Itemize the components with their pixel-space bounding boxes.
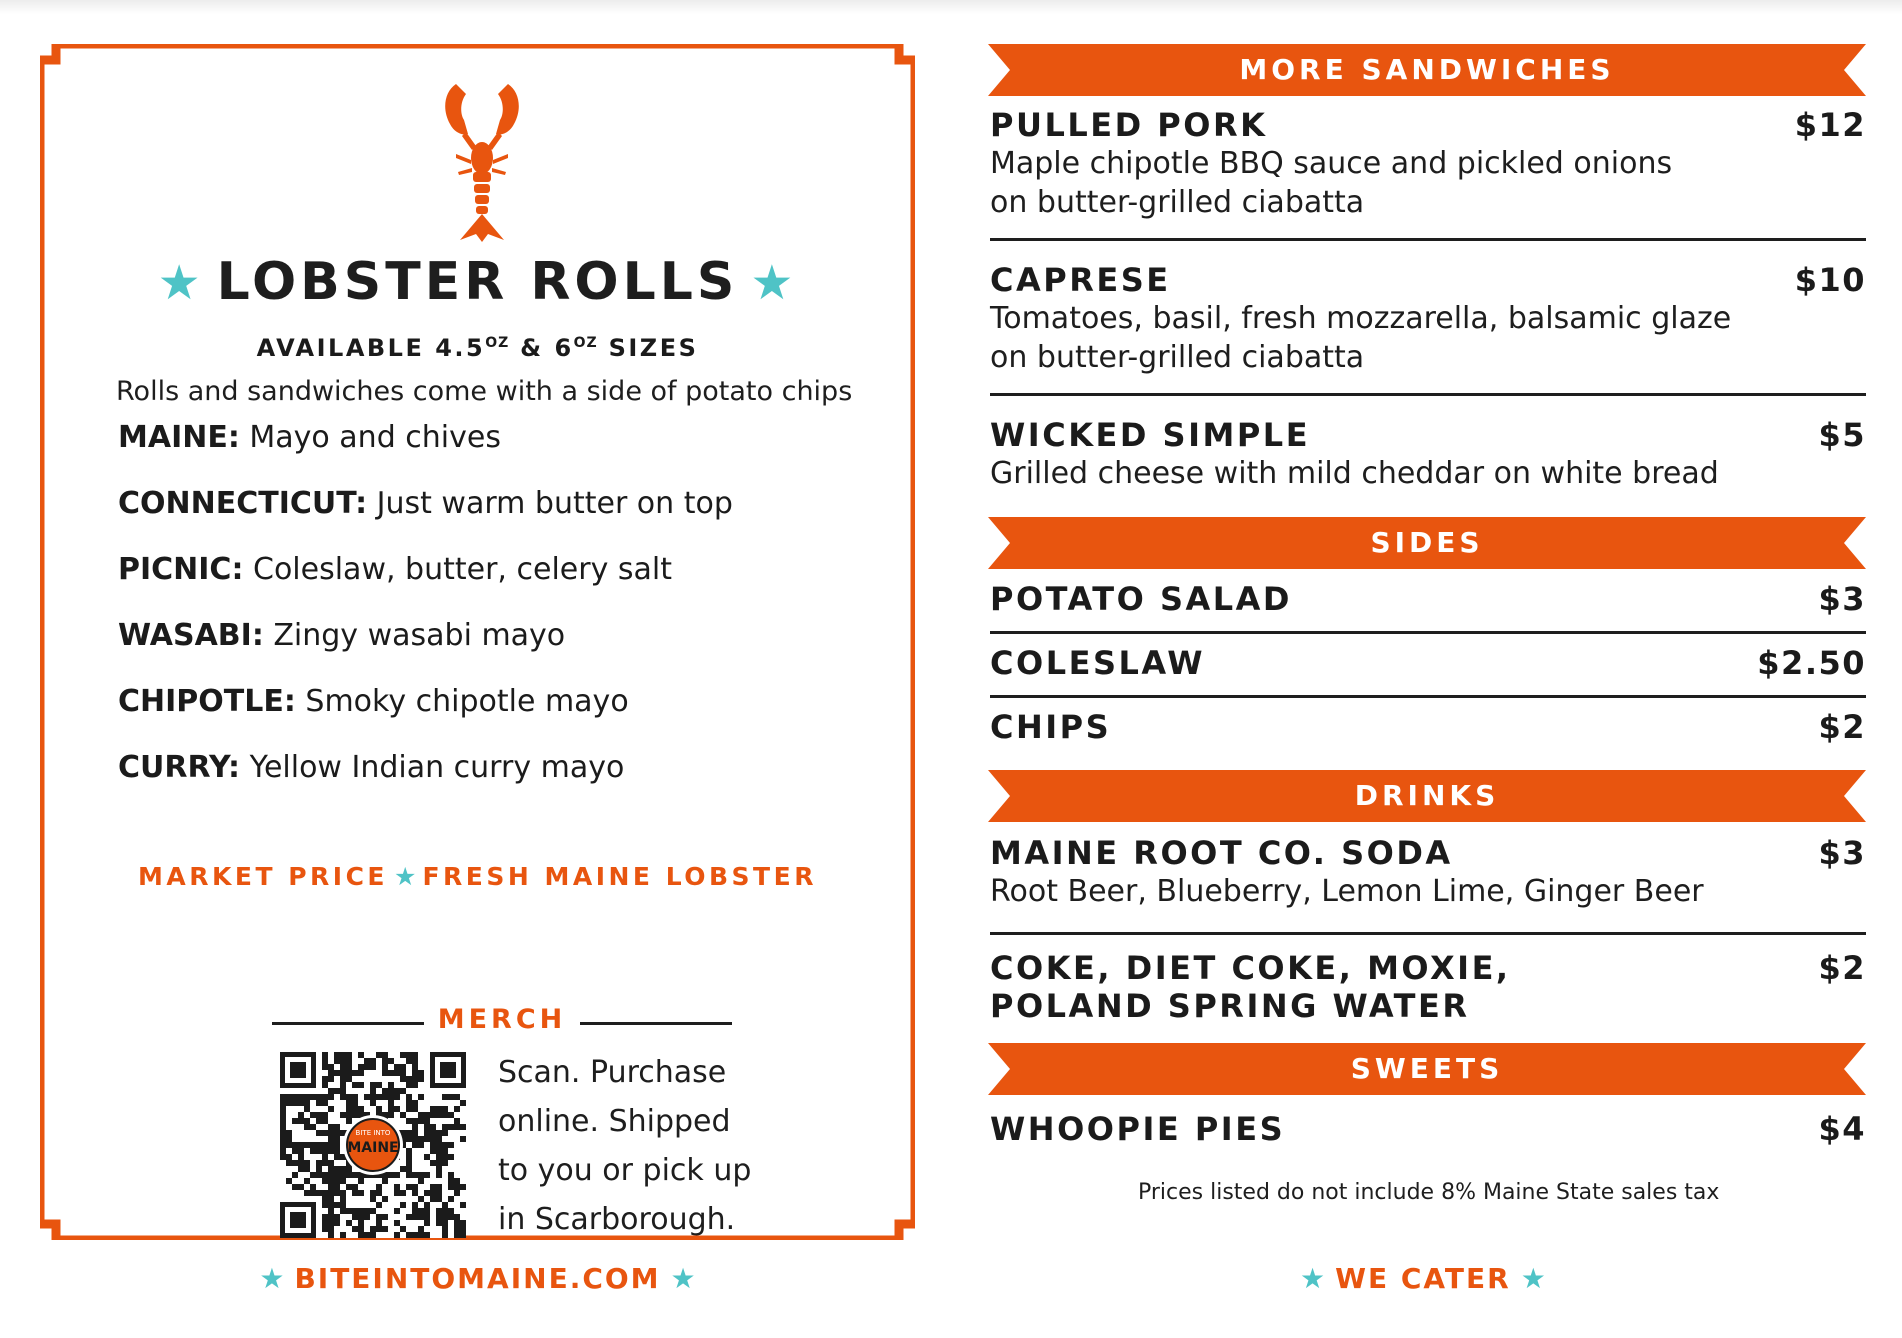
merch-qr-code[interactable]	[280, 1052, 466, 1238]
item-description: Root Beer, Blueberry, Lemon Lime, Ginger Beer	[990, 874, 1704, 909]
sizes-subtitle	[40, 334, 915, 362]
item-name: PULLED PORK	[990, 106, 1268, 144]
merch-line: to you or pick up	[498, 1153, 752, 1188]
item-name: POLAND SPRING WATER	[990, 987, 1470, 1025]
menu-item-maine-root-soda	[990, 834, 1866, 911]
item-name: CHIPS	[990, 708, 1112, 746]
market-price-line	[40, 862, 915, 891]
menu-item-chips	[990, 708, 1866, 746]
item-divider	[990, 932, 1866, 935]
item-name: COLESLAW	[990, 644, 1205, 682]
merch-line: online. Shipped	[498, 1104, 731, 1139]
fresh-lobster-text: FRESH MAINE LOBSTER	[422, 862, 817, 891]
lobster-rolls-title	[40, 252, 915, 312]
menu-item-coleslaw	[990, 644, 1866, 682]
menu-item-potato-salad	[990, 580, 1866, 618]
item-price: $3	[1818, 834, 1866, 872]
banner-more-sandwiches	[988, 44, 1866, 96]
item-price: $2	[1818, 949, 1866, 987]
item-name: MAINE ROOT CO. SODA	[990, 834, 1453, 872]
item-price: $10	[1794, 261, 1866, 299]
tax-note: Prices listed do not include 8% Maine State sales tax	[1138, 1180, 1720, 1205]
badge-top-text: BITE INTO	[355, 1129, 391, 1137]
sizes-suffix: SIZES	[597, 334, 699, 362]
banner-sweets	[988, 1043, 1866, 1095]
roll-desc: Mayo and chives	[249, 420, 501, 455]
item-name: WICKED SIMPLE	[990, 416, 1311, 454]
sizes-and: & 6	[509, 334, 574, 362]
side-note: Rolls and sandwiches come with a side of potato chips	[116, 376, 853, 407]
menu-item-wicked-simple	[990, 416, 1866, 493]
roll-item	[118, 682, 733, 748]
section-title: SWEETS	[1350, 1052, 1504, 1085]
item-divider	[990, 393, 1866, 396]
roll-name: WASABI:	[118, 618, 264, 653]
we-cater-text: WE CATER	[1335, 1262, 1511, 1295]
item-divider	[990, 238, 1866, 241]
section-title: DRINKS	[1354, 779, 1500, 812]
item-name: WHOOPIE PIES	[990, 1110, 1286, 1148]
website-footer	[40, 1262, 915, 1295]
item-name: COKE, DIET COKE, MOXIE,	[990, 949, 1511, 987]
title-text: LOBSTER ROLLS	[216, 252, 739, 312]
finder-top-left	[280, 1052, 316, 1088]
roll-desc: Yellow Indian curry mayo	[249, 750, 625, 785]
item-price: $5	[1818, 416, 1866, 454]
roll-desc: Coleslaw, butter, celery salt	[253, 552, 672, 587]
roll-desc: Zingy wasabi mayo	[273, 618, 566, 653]
roll-list	[118, 418, 733, 814]
star-icon: ★	[750, 255, 798, 311]
merch-heading	[272, 1002, 732, 1042]
roll-name: PICNIC:	[118, 552, 244, 587]
item-price: $4	[1818, 1110, 1866, 1148]
merch-label: MERCH	[437, 1004, 567, 1035]
we-cater-footer	[1290, 1262, 1556, 1295]
item-name: CAPRESE	[990, 261, 1171, 299]
item-description: on butter-grilled ciabatta	[990, 340, 1365, 375]
roll-item	[118, 418, 733, 484]
item-price: $2.50	[1757, 644, 1866, 682]
market-price-text: MARKET PRICE	[138, 862, 389, 891]
star-icon: ★	[157, 255, 205, 311]
lobster-icon	[442, 80, 522, 242]
lobster-rolls-panel	[40, 44, 915, 1240]
star-icon: ★	[1520, 1262, 1546, 1295]
merch-description	[498, 1048, 751, 1244]
roll-item	[118, 484, 733, 550]
roll-desc: Smoky chipotle mayo	[305, 684, 629, 719]
item-description: Maple chipotle BBQ sauce and pickled onions	[990, 146, 1673, 181]
top-shade	[0, 0, 1902, 14]
badge-main-text: MAINE	[347, 1140, 399, 1156]
item-description: on butter-grilled ciabatta	[990, 185, 1365, 220]
section-title: SIDES	[1370, 526, 1484, 559]
banner-sides	[988, 517, 1866, 569]
section-title: MORE SANDWICHES	[1239, 53, 1615, 86]
menu-item-whoopie-pies	[990, 1110, 1866, 1148]
item-divider	[990, 695, 1866, 698]
oz-unit: OZ	[485, 335, 510, 351]
menu-item-pulled-pork	[990, 106, 1866, 222]
roll-desc: Just warm butter on top	[376, 486, 733, 521]
merch-rule-right	[580, 1022, 732, 1025]
star-icon: ★	[670, 1262, 696, 1295]
item-name: POTATO SALAD	[990, 580, 1292, 618]
merch-line: in Scarborough.	[498, 1202, 736, 1237]
star-icon: ★	[394, 862, 417, 891]
item-description: Tomatoes, basil, fresh mozzarella, balsamic glaze	[990, 301, 1732, 336]
item-price: $2	[1818, 708, 1866, 746]
roll-name: CHIPOTLE:	[118, 684, 296, 719]
roll-name: MAINE:	[118, 420, 240, 455]
roll-item	[118, 748, 733, 814]
item-description: Grilled cheese with mild cheddar on white bread	[990, 456, 1719, 491]
sizes-prefix: AVAILABLE 4.5	[256, 334, 486, 362]
website-link[interactable]: BITEINTOMAINE.COM	[294, 1262, 661, 1295]
finder-bottom-left	[280, 1202, 316, 1238]
oz-unit: OZ	[573, 335, 598, 351]
roll-name: CURRY:	[118, 750, 241, 785]
star-icon: ★	[1300, 1262, 1326, 1295]
item-divider	[990, 631, 1866, 634]
finder-top-right	[430, 1052, 466, 1088]
star-icon: ★	[259, 1262, 285, 1295]
roll-name: CONNECTICUT:	[118, 486, 368, 521]
merch-line: Scan. Purchase	[498, 1055, 727, 1090]
banner-drinks	[988, 770, 1866, 822]
item-price: $12	[1794, 106, 1866, 144]
roll-item	[118, 550, 733, 616]
item-price: $3	[1818, 580, 1866, 618]
menu-item-caprese	[990, 261, 1866, 377]
roll-item	[118, 616, 733, 682]
menu-item-coke-moxie-water	[990, 949, 1866, 1025]
